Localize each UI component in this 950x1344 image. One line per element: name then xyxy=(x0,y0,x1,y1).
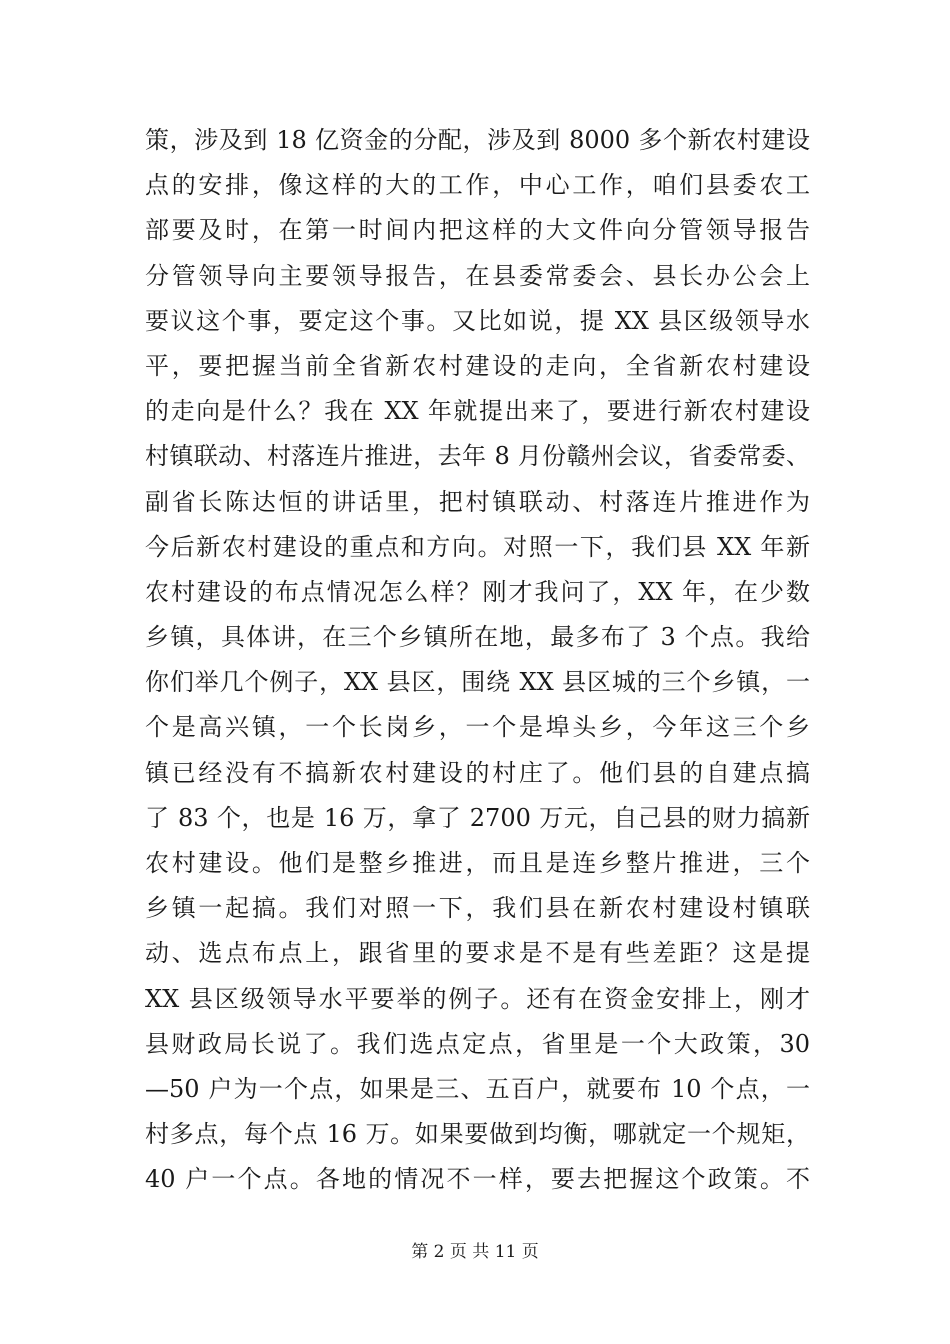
text-line: 个是高兴镇，一个长岗乡，一个是埠头乡，今年这三个乡 xyxy=(145,713,810,742)
text-line: 你们举几个例子，XX 县区，围绕 XX 县区城的三个乡镇，一 xyxy=(145,668,810,697)
text-line: XX 县区级领导水平要举的例子。还有在资金安排上，刚才 xyxy=(145,984,810,1013)
text-line: 40 户一个点。各地的情况不一样，要去把握这个政策。不 xyxy=(145,1165,810,1194)
text-line: 的走向是什么？我在 XX 年就提出来了，要进行新农村建设 xyxy=(145,397,810,426)
text-line: 县财政局长说了。我们选点定点，省里是一个大政策，30 xyxy=(145,1029,810,1058)
body-text xyxy=(145,118,810,1203)
text-line: —50 户为一个点，如果是三、五百户，就要布 10 个点，一 xyxy=(145,1074,810,1103)
text-line: 动、选点布点上，跟省里的要求是不是有些差距？这是提 xyxy=(145,939,810,968)
text-line: 今后新农村建设的重点和方向。对照一下，我们县 XX 年新 xyxy=(145,532,810,561)
text-line: 乡镇，具体讲，在三个乡镇所在地，最多布了 3 个点。我给 xyxy=(145,623,810,652)
text-line: 村多点，每个点 16 万。如果要做到均衡，哪就定一个规矩， xyxy=(145,1120,810,1149)
text-line: 策，涉及到 18 亿资金的分配，涉及到 8000 多个新农村建设 xyxy=(145,126,810,154)
text-line: 村镇联动、村落连片推进，去年 8 月份赣州会议，省委常委、 xyxy=(145,442,810,471)
page-footer xyxy=(0,1240,950,1264)
text-line: 分管领导向主要领导报告，在县委常委会、县长办公会上 xyxy=(145,261,810,290)
text-line: 农村建设的布点情况怎么样？刚才我问了，XX 年，在少数 xyxy=(145,577,810,606)
text-line: 副省长陈达恒的讲话里，把村镇联动、村落连片推进作为 xyxy=(145,487,810,516)
page-number-label: 第 2 页 共 11 页 xyxy=(411,1242,539,1262)
text-line: 了 83 个，也是 16 万，拿了 2700 万元，自己县的财力搞新 xyxy=(145,803,810,832)
text-line: 要议这个事，要定这个事。又比如说，提 XX 县区级领导水 xyxy=(145,306,810,335)
text-line: 点的安排，像这样的大的工作，中心工作，咱们县委农工 xyxy=(145,171,810,200)
text-line: 乡镇一起搞。我们对照一下，我们县在新农村建设村镇联 xyxy=(145,894,810,923)
text-line: 平，要把握当前全省新农村建设的走向，全省新农村建设 xyxy=(145,351,810,380)
text-line: 部要及时，在第一时间内把这样的大文件向分管领导报告 xyxy=(145,216,810,245)
text-line: 农村建设。他们是整乡推进，而且是连乡整片推进，三个 xyxy=(145,849,810,877)
text-line: 镇已经没有不搞新农村建设的村庄了。他们县的自建点搞 xyxy=(145,758,810,787)
